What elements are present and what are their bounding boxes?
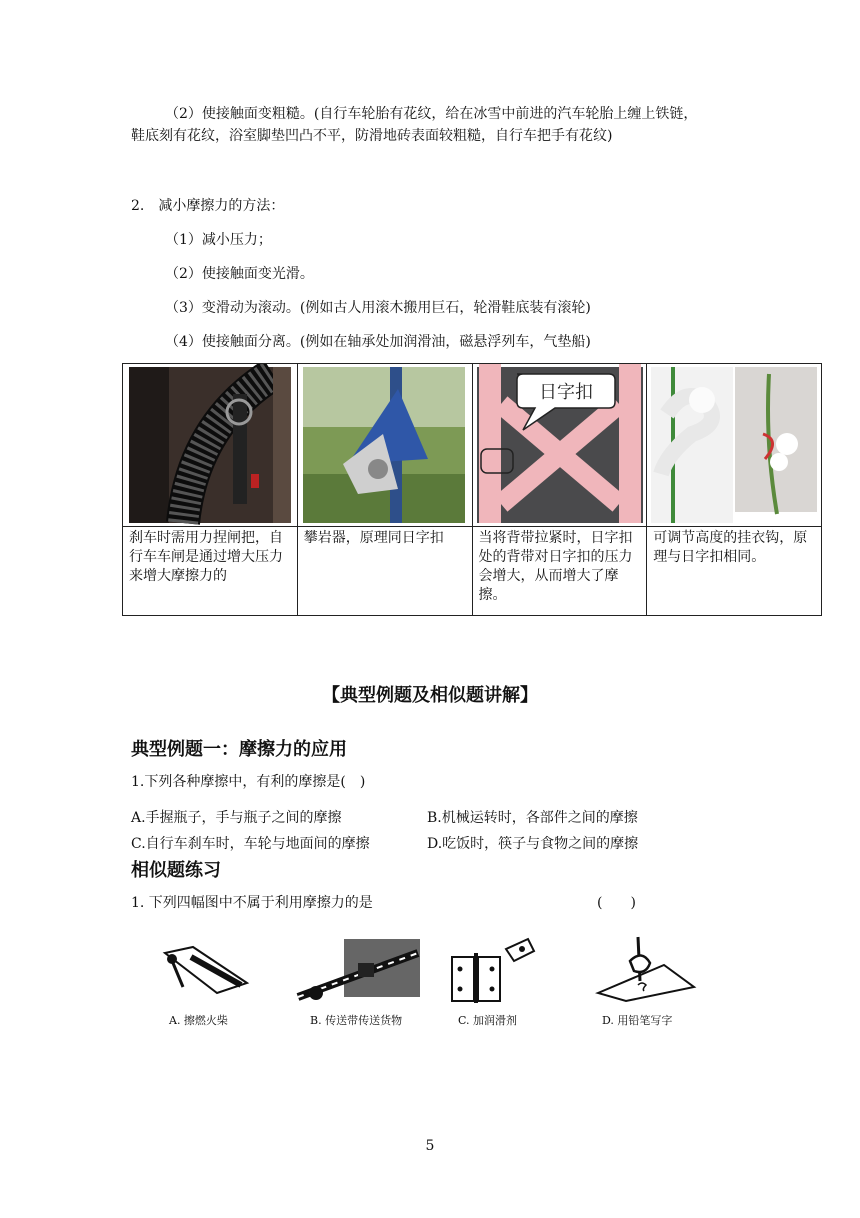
bicycle-brake-photo — [123, 364, 297, 526]
climbing-device-photo — [298, 364, 472, 526]
item2-line2: 鞋底刻有花纹，浴室脚垫凹凸不平，防滑地砖表面较粗糙，自行车把手有花纹) — [131, 128, 613, 144]
match-striking-drawing — [155, 935, 255, 1005]
caption-bicycle-brake: 刹车时需用力捏闸把，自行车车闸是通过增大压力来增大摩擦力的 — [129, 530, 283, 584]
image-cell-bicycle-brake — [123, 364, 298, 527]
figure-a — [155, 935, 255, 1035]
figure-caption: C. 加润滑剂 — [458, 1014, 518, 1027]
item2-line1: （2）使接触面变粗糙。(自行车轮胎有花纹，给在冰雪中前进的汽车轮胎上缠上铁链， — [165, 106, 698, 122]
figure-caption: B. 传送带传送货物 — [310, 1014, 403, 1027]
pencil-writing-drawing — [592, 935, 702, 1005]
section-title: 【典型例题及相似题讲解】 — [322, 685, 538, 706]
figure-d — [592, 935, 702, 1035]
list-item: （4）使接触面分离。(例如在轴承处加润滑油，磁悬浮列车，气垫船) — [165, 334, 591, 350]
figure-c — [446, 935, 546, 1035]
image-cell-hanger-hook — [647, 364, 822, 527]
option-c: C.自行车刹车时，车轮与地面间的摩擦 — [131, 836, 370, 852]
caption-hanger-hook: 可调节高度的挂衣钩，原理与日字扣相同。 — [653, 530, 808, 565]
list-item: （2）使接触面变光滑。 — [165, 266, 314, 282]
example-image-table — [122, 363, 822, 616]
option-a: A.手握瓶子，手与瓶子之间的摩擦 — [131, 810, 342, 826]
caption-climbing-device: 攀岩器，原理同日字扣 — [303, 530, 444, 546]
hanger-hook-photo — [647, 364, 821, 526]
figure-b — [296, 935, 426, 1035]
list-item: （3）变滑动为滚动。(例如古人用滚木搬用巨石，轮滑鞋底装有滚轮) — [165, 300, 591, 316]
strap-buckle-photo — [473, 364, 647, 526]
hinge-lubricant-drawing — [446, 935, 546, 1005]
option-d: D.吃饭时，筷子与食物之间的摩擦 — [427, 836, 639, 852]
image-cell-strap-buckle — [472, 364, 647, 527]
answer-parentheses: ( ) — [597, 895, 636, 911]
example1-title: 典型例题一：摩擦力的应用 — [131, 739, 347, 760]
bubble-label: 日字扣 — [538, 382, 593, 403]
image-cell-climbing-device — [297, 364, 472, 527]
list-item: （1）减小压力； — [165, 232, 272, 248]
option-b: B.机械运转时，各部件之间的摩擦 — [427, 810, 638, 826]
caption-strap-buckle: 当将背带拉紧时，日字扣处的背带对日字扣的压力会增大，从而增大了摩擦。 — [478, 530, 633, 603]
page-number: 5 — [425, 1138, 435, 1154]
figure-caption: A. 擦燃火柴 — [169, 1014, 228, 1027]
figure-caption: D. 用铅笔写字 — [602, 1014, 673, 1027]
question: 1.下列各种摩擦中，有利的摩擦是( ) — [131, 774, 366, 790]
section2-heading: 2. 减小摩擦力的方法： — [131, 198, 285, 214]
similar-title: 相似题练习 — [131, 860, 221, 881]
similar-question: 1. 下列四幅图中不属于利用摩擦力的是 — [131, 895, 373, 911]
conveyor-belt-drawing — [296, 935, 426, 1005]
